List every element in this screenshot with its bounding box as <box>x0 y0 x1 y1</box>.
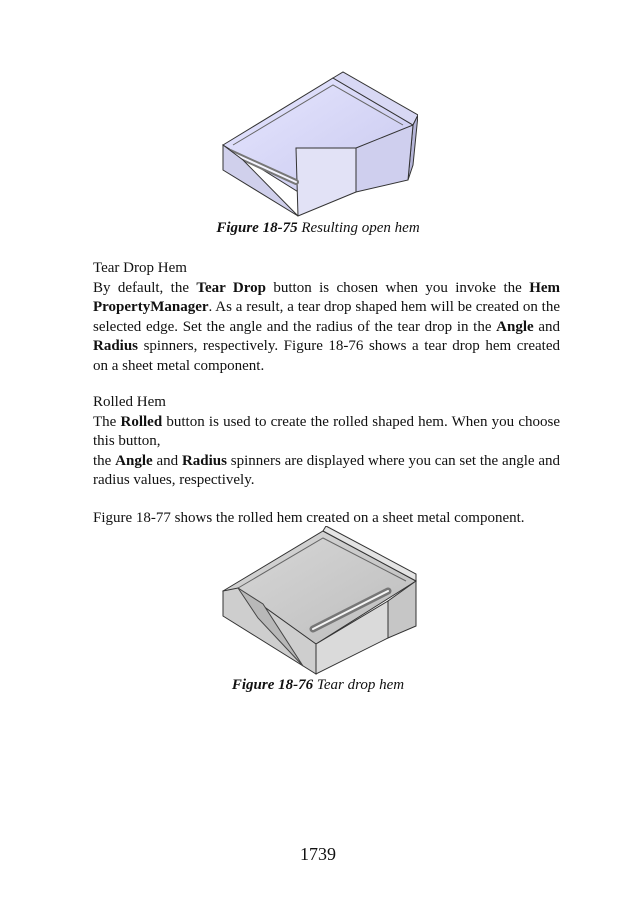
angle-term: Angle <box>115 452 153 469</box>
rolled-term: Rolled <box>120 413 163 430</box>
angle-term: Angle <box>496 318 534 335</box>
figure-76-caption-text: Tear drop hem <box>316 677 405 693</box>
text-run: The <box>93 413 121 430</box>
figure-77-reference: Figure 18-77 shows the rolled hem created on a sheet metal component. <box>93 510 525 526</box>
tear-drop-heading: Tear Drop Hem <box>93 260 187 276</box>
tear-drop-paragraph <box>93 279 560 377</box>
text-run: . As a result, a tear drop shaped hem will be created on the selected edge. Set the angle and the radius of the tear drop in the <box>93 299 560 335</box>
text-run: and <box>533 318 560 335</box>
text-run: the <box>93 452 116 469</box>
figure-76-caption <box>0 677 636 694</box>
radius-term: Radius <box>181 452 227 469</box>
rolled-section <box>93 393 560 491</box>
text-run: button is used to create the rolled shaped hem. When you choose this button, <box>93 413 560 450</box>
figure-75-number: Figure 18-75 <box>216 220 298 236</box>
open-hem-figure <box>218 70 418 220</box>
rolled-paragraph-1 <box>93 413 560 452</box>
hem-propertymanager-term: Hem PropertyManager <box>93 279 561 316</box>
rolled-paragraph-2 <box>93 452 560 491</box>
figure-75-caption-text: Resulting open hem <box>301 220 420 236</box>
text-run: button is chosen when you invoke the <box>266 279 530 296</box>
text-run: and <box>152 452 182 469</box>
radius-term: Radius <box>93 338 139 355</box>
page-number: 1739 <box>300 844 336 864</box>
tear-drop-hem-figure <box>218 526 418 676</box>
text-run: spinners are displayed where you can set the angle and radius values, respectively. <box>93 452 560 489</box>
tear-drop-term: Tear Drop <box>196 279 266 296</box>
rolled-heading: Rolled Hem <box>93 394 166 410</box>
text-run: spinners, respectively. Figure 18-76 shows a tear drop hem created on a sheet metal component. <box>93 338 560 374</box>
figure-76-number: Figure 18-76 <box>231 677 314 693</box>
figure-75-caption <box>0 220 636 237</box>
tear-drop-section <box>93 259 560 377</box>
text-run: By default, the <box>93 279 197 296</box>
